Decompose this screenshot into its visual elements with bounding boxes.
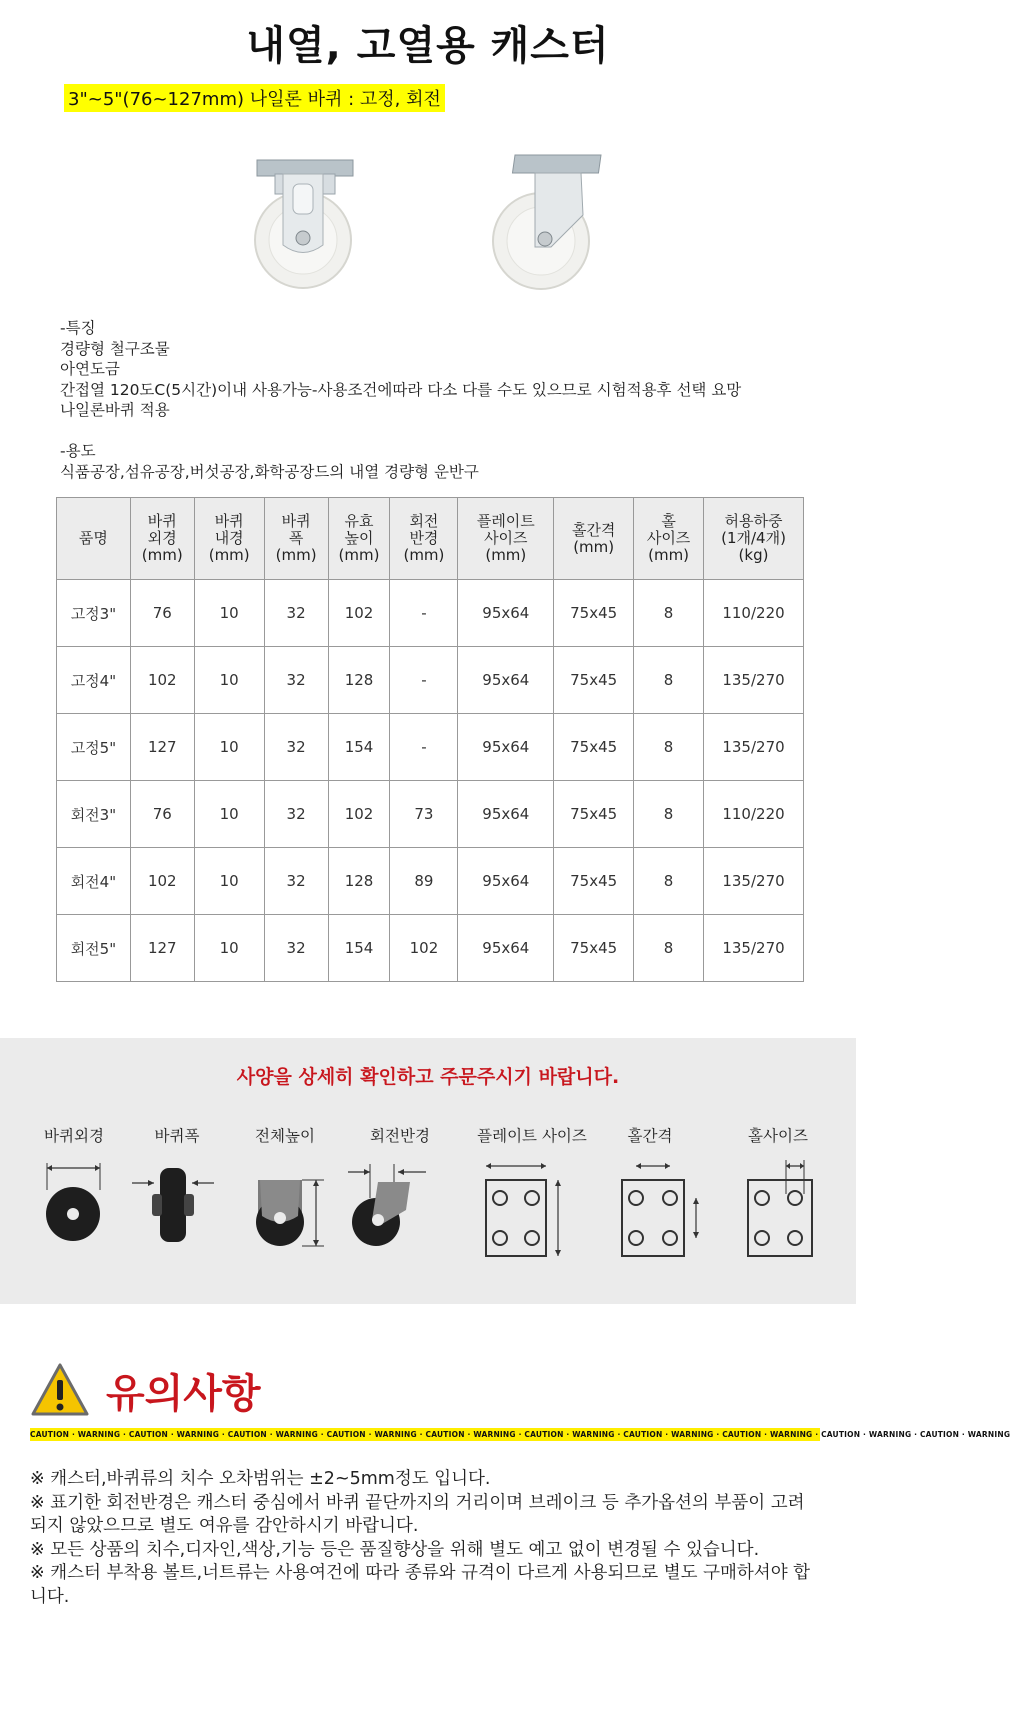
table-row (57, 647, 804, 714)
feature-line: -용도 (60, 442, 96, 460)
table-cell: 128 (328, 647, 390, 714)
table-cell: 102 (328, 580, 390, 647)
table-cell: 10 (194, 915, 264, 982)
table-cell: 75x45 (554, 580, 634, 647)
table-cell: 10 (194, 580, 264, 647)
table-cell: 8 (634, 848, 704, 915)
table-row (57, 781, 804, 848)
note-item: ※ 캐스터 부착용 볼트,너트류는 사용여건에 따라 종류와 규격이 다르게 사용되므로 별도 구매하셔야 합니다. (30, 1563, 811, 1607)
table-cell: 75x45 (554, 647, 634, 714)
col-header: 바퀴 외경 (mm) (130, 498, 194, 580)
table-cell: 8 (634, 915, 704, 982)
product-subtitle: 3"~5"(76~127mm) 나일론 바퀴 : 고정, 회전 (64, 84, 445, 112)
table-row (57, 915, 804, 982)
feature-line: 아연도금 (60, 360, 120, 378)
note-item: ※ 표기한 회전반경은 캐스터 중심에서 바퀴 끝단까지의 거리이며 브레이크 등 추가옵션의 부품이 고려되지 않았으므로 별도 여유를 감안하시기 바랍니다. (30, 1492, 805, 1536)
table-row (57, 580, 804, 647)
table-cell: 32 (264, 714, 328, 781)
caution-title: 유의사항 (106, 1371, 261, 1417)
caution-notes (30, 1468, 820, 1609)
swivel-radius-diagram (348, 1160, 428, 1250)
table-cell: 8 (634, 781, 704, 848)
table-cell: 32 (264, 781, 328, 848)
table-cell: 10 (194, 848, 264, 915)
table-cell: 110/220 (704, 580, 804, 647)
table-cell: 75x45 (554, 848, 634, 915)
table-cell: - (390, 714, 458, 781)
table-cell: 135/270 (704, 915, 804, 982)
table-cell: 32 (264, 915, 328, 982)
col-header: 유효 높이 (mm) (328, 498, 390, 580)
spec-table (56, 497, 804, 982)
feature-line: 간접열 120도C(5시간)이내 사용가능-사용조건에따라 다소 다를 수도 있으므로 시험적용후 선택 요망 (60, 380, 742, 399)
col-header: 홀간격 (mm) (554, 498, 634, 580)
table-cell: 95x64 (458, 714, 554, 781)
table-cell: 135/270 (704, 714, 804, 781)
col-header: 바퀴 폭 (mm) (264, 498, 328, 580)
hole-size-diagram (744, 1160, 824, 1260)
table-cell: 75x45 (554, 915, 634, 982)
table-cell: 고정5" (57, 714, 131, 781)
table-row (57, 848, 804, 915)
spec-notice: 사양을 상세히 확인하고 주문주시기 바랍니다. (236, 1066, 620, 1088)
table-cell: 154 (328, 915, 390, 982)
diagram-label-hole-size: 홀사이즈 (748, 1127, 808, 1145)
table-cell: 고정3" (57, 580, 131, 647)
table-cell: 10 (194, 781, 264, 848)
table-cell: 회전5" (57, 915, 131, 982)
col-header: 허용하중 (1개/4개) (kg) (704, 498, 804, 580)
diagram-label-hole-spacing: 홀간격 (627, 1127, 673, 1145)
table-cell: 95x64 (458, 647, 554, 714)
diagram-label-total-height: 전체높이 (255, 1127, 315, 1145)
table-cell: 회전4" (57, 848, 131, 915)
table-cell: 8 (634, 714, 704, 781)
table-cell: 32 (264, 647, 328, 714)
col-header: 회전 반경 (mm) (390, 498, 458, 580)
table-cell: 10 (194, 647, 264, 714)
note-item: ※ 캐스터,바퀴류의 치수 오차범위는 ±2~5mm정도 입니다. (30, 1469, 491, 1489)
table-header-row (57, 498, 804, 580)
table-cell: 95x64 (458, 781, 554, 848)
plate-size-diagram (478, 1160, 568, 1260)
wheel-width-diagram (130, 1160, 215, 1245)
table-cell: 102 (390, 915, 458, 982)
col-header: 바퀴 내경 (mm) (194, 498, 264, 580)
product-photos (105, 95, 745, 345)
caution-tape: CAUTION · WARNING · CAUTION · WARNING · CAUTION · WARNING · CAUTION · WARNING · CAUTION · WARNING · CAUTION · WARNING · CAUTION · WARNING · CAUTION · WARNING · CAUTION · WARNING · CAUTION · WARNING (30, 1430, 1010, 1439)
feature-line: 나일론바퀴 적용 (60, 401, 170, 419)
table-cell: 32 (264, 848, 328, 915)
warning-triangle-icon (30, 1362, 90, 1418)
table-cell: 135/270 (704, 848, 804, 915)
note-item: ※ 모든 상품의 치수,디자인,색상,기능 등은 품질향상을 위해 별도 예고 없이 변경될 수 있습니다. (30, 1539, 760, 1560)
page-title: 내열, 고열용 캐스터 (246, 23, 610, 69)
table-cell: 110/220 (704, 781, 804, 848)
table-cell: 135/270 (704, 647, 804, 714)
col-header: 품명 (57, 498, 131, 580)
col-header: 플레이트 사이즈 (mm) (458, 498, 554, 580)
table-cell: 75x45 (554, 714, 634, 781)
table-cell: 76 (130, 781, 194, 848)
table-cell: 102 (130, 848, 194, 915)
table-cell: 127 (130, 714, 194, 781)
table-cell: - (390, 580, 458, 647)
table-cell: 8 (634, 580, 704, 647)
table-cell: 102 (130, 647, 194, 714)
wheel-diameter-diagram (40, 1160, 110, 1240)
table-cell: 154 (328, 714, 390, 781)
diagram-label-wheel-diameter: 바퀴외경 (44, 1127, 104, 1145)
table-cell: 95x64 (458, 848, 554, 915)
table-row (57, 714, 804, 781)
diagram-label-wheel-width: 바퀴폭 (154, 1127, 200, 1145)
table-cell: - (390, 647, 458, 714)
feature-line: -특징 (60, 319, 96, 337)
table-cell: 102 (328, 781, 390, 848)
table-cell: 고정4" (57, 647, 131, 714)
swivel-caster-image (485, 155, 605, 290)
table-cell: 128 (328, 848, 390, 915)
features-block (60, 318, 741, 482)
table-cell: 10 (194, 714, 264, 781)
feature-line: 식품공장,섬유공장,버섯공장,화학공장드의 내열 경량형 운반구 (60, 462, 479, 481)
table-cell: 76 (130, 580, 194, 647)
total-height-diagram (250, 1160, 330, 1250)
table-cell: 32 (264, 580, 328, 647)
table-cell: 95x64 (458, 580, 554, 647)
hole-spacing-diagram (618, 1160, 708, 1260)
table-cell: 73 (390, 781, 458, 848)
diagram-label-plate-size: 플레이트 사이즈 (477, 1127, 587, 1145)
table-cell: 8 (634, 647, 704, 714)
table-cell: 89 (390, 848, 458, 915)
feature-line (60, 421, 741, 442)
col-header: 홀 사이즈 (mm) (634, 498, 704, 580)
table-cell: 95x64 (458, 915, 554, 982)
fixed-caster-image (245, 160, 365, 290)
feature-line: 경량형 철구조물 (60, 339, 170, 358)
diagram-label-swivel-radius: 회전반경 (370, 1127, 430, 1145)
table-cell: 회전3" (57, 781, 131, 848)
table-cell: 75x45 (554, 781, 634, 848)
table-cell: 127 (130, 915, 194, 982)
